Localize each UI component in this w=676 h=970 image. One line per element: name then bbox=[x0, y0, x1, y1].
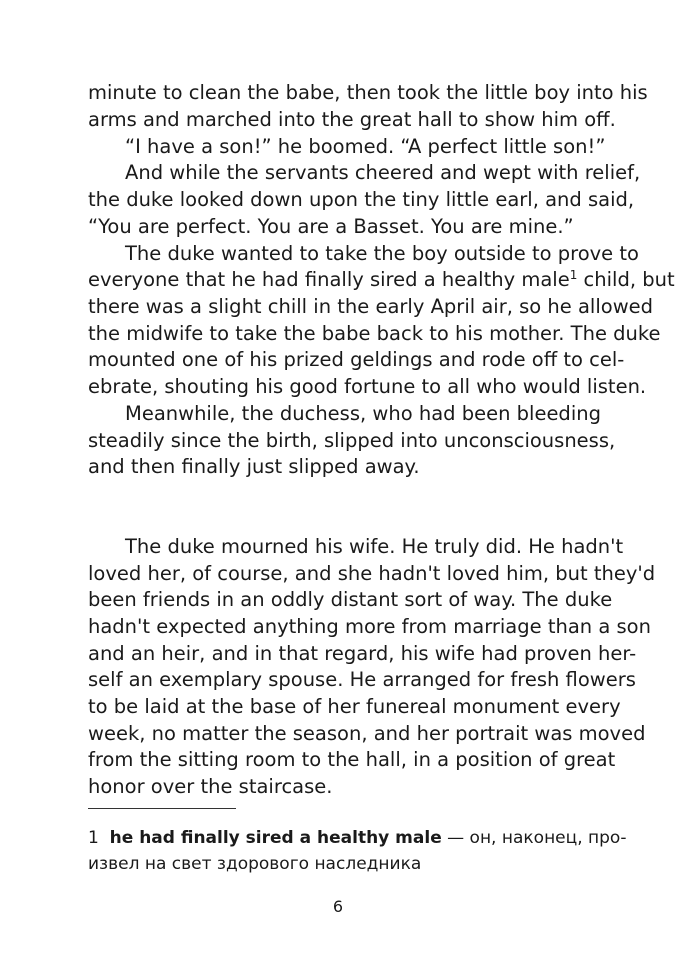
text-line: Meanwhile, the duchess, who had been bleeding bbox=[125, 402, 601, 425]
footnote-ref: 1 bbox=[569, 268, 578, 282]
text-line: there was a slight chill in the early April air, so he allowed bbox=[88, 295, 654, 318]
text-line: honor over the staircase. bbox=[88, 775, 333, 798]
text-line: week, no matter the season, and her portrait was moved bbox=[88, 722, 646, 745]
text-run: everyone that he had finally sired a healthy male bbox=[88, 268, 570, 291]
text-line: loved her, of course, and she hadn't loved him, but they'd bbox=[88, 562, 656, 585]
text-line: and then finally just slipped away. bbox=[88, 455, 420, 478]
text-line: arms and marched into the great hall to show him off. bbox=[88, 108, 616, 131]
text-line: “I have a son!” he boomed. “A perfect little son!” bbox=[125, 135, 606, 158]
footnote-marker: 1 bbox=[88, 828, 99, 848]
footnote-translation: — он, наконец, про- bbox=[441, 828, 627, 848]
text-line: self an exemplary spouse. He arranged for fresh flowers bbox=[88, 668, 636, 691]
text-line: The duke mourned his wife. He truly did. He hadn't bbox=[125, 535, 624, 558]
page-number: 6 bbox=[332, 897, 344, 916]
footnote-term: he had finally sired a healthy male bbox=[109, 828, 442, 848]
footnote-continuation: извел на свет здорового наследника bbox=[88, 854, 422, 874]
text-line: hadn't expected anything more from marriage than a son bbox=[88, 615, 651, 638]
text-run: child, but bbox=[583, 268, 675, 291]
text-line: and an heir, and in that regard, his wife had proven her- bbox=[88, 642, 637, 665]
text-line: the midwife to take the babe back to his mother. The duke bbox=[88, 322, 661, 345]
text-line: been friends in an oddly distant sort of way. The duke bbox=[88, 588, 613, 611]
text-line: minute to clean the babe, then took the little boy into his bbox=[88, 81, 648, 104]
text-line: ebrate, shouting his good fortune to all who would listen. bbox=[88, 375, 647, 398]
text-line: “You are perfect. You are a Basset. You are mine.” bbox=[88, 215, 574, 238]
text-line: mounted one of his prized geldings and rode off to cel- bbox=[88, 348, 625, 371]
text-line: The duke wanted to take the boy outside to prove to bbox=[125, 242, 639, 265]
text-line: to be laid at the base of her funereal monument every bbox=[88, 695, 621, 718]
footnote bbox=[88, 826, 626, 850]
text-line: from the sitting room to the hall, in a position of great bbox=[88, 748, 616, 771]
text-line: steadily since the birth, slipped into unconsciousness, bbox=[88, 429, 616, 452]
text-line-with-footnote bbox=[88, 267, 675, 293]
text-line: the duke looked down upon the tiny little earl, and said, bbox=[88, 188, 635, 211]
footnote-divider bbox=[88, 808, 236, 809]
text-line: And while the servants cheered and wept with relief, bbox=[125, 161, 641, 184]
